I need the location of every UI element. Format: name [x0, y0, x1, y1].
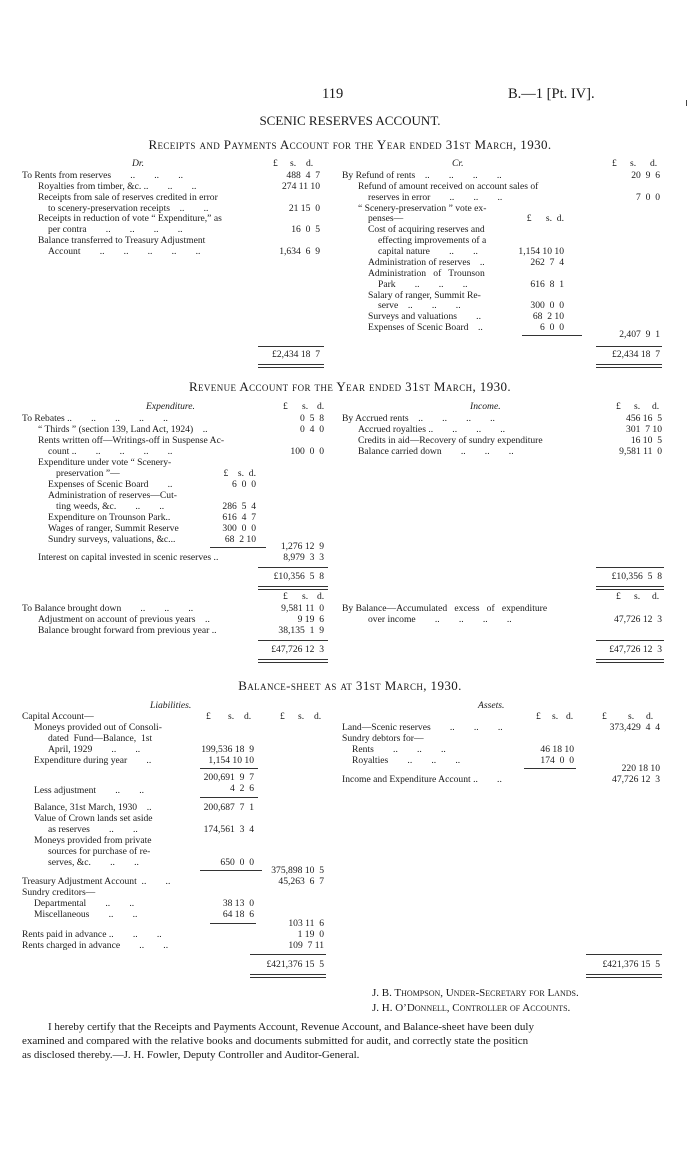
bs-left-line: as reserves .. ..	[48, 824, 138, 835]
rp-left-line: Royalties from timber, &c. .. .. ..	[38, 181, 197, 192]
rp-right-line: capital nature .. ..	[378, 246, 478, 257]
rp-right-pound-header: £	[612, 158, 617, 169]
bs-left-line: Capital Account—	[22, 711, 94, 722]
rev-lower-right-line: over income .. .. .. ..	[368, 614, 512, 625]
page-title: SCENIC RESERVES ACCOUNT.	[259, 113, 441, 128]
bs-right-sub-shilling-header: s.	[552, 711, 559, 722]
bs-left-sub-amount: 4 2 6	[230, 783, 254, 794]
bs-left-line: Less adjustment .. ..	[34, 785, 145, 796]
bs-right-sub-pound-header: £	[536, 711, 541, 722]
rev-right-amount: 301 7 10	[626, 424, 662, 435]
rev-left-line: Expenditure under vote “ Scenery-	[38, 457, 172, 468]
rev-left-line: Sundry surveys, valuations, &c...	[48, 534, 176, 545]
bs-left-shilling-header: s.	[298, 711, 305, 722]
rp-right-sub-amount: 68 2 10	[532, 311, 564, 322]
bs-left-sub-pence-header: d.	[244, 711, 252, 722]
rev-right-double-rule	[596, 586, 664, 590]
bs-left-sub-amount: 199,536 18 9	[201, 744, 254, 755]
bs-left-line: Balance, 31st March, 1930 ..	[34, 802, 152, 813]
rp-right-line: Expenses of Scenic Board ..	[368, 322, 483, 333]
signature-under-secretary: J. B. Thompson, Under-Secretary for Lands.	[372, 987, 579, 999]
rp-left-line: To Rents from reserves .. .. ..	[22, 170, 184, 181]
rp-right-pence-header: d.	[650, 158, 658, 169]
bs-right-double-rule	[586, 974, 662, 978]
rev-lower-left-amount: 38,135 1 9	[278, 625, 324, 636]
signature-controller: J. H. O’Donnell, Controller of Accounts.	[372, 1002, 571, 1014]
rev-right-total-rule	[596, 567, 664, 568]
bs-left-line: dated Fund—Balance, 1st	[48, 733, 153, 744]
rev-right-line: Credits in aid—Recovery of sundry expenditure	[358, 435, 543, 446]
rp-left-pound-header: £	[273, 158, 278, 169]
certificate-line: as disclosed thereby.—J. H. Fowler, Deputy Controller and Auditor-General.	[22, 1049, 360, 1061]
rev-left-line: Rents written off—Writings-off in Suspense Ac-	[38, 435, 225, 446]
rev-lower-left-shilling-header: s.	[302, 591, 309, 602]
bs-creditors-line: Departmental .. ..	[34, 898, 135, 909]
rev-left-amount: 0 5 8	[300, 413, 324, 424]
bs-right-line: Income and Expenditure Account .. ..	[342, 774, 502, 785]
rp-right-subtotal: 2,407 9 1	[619, 329, 660, 340]
rev-left-total: £10,356 5 8	[273, 571, 324, 582]
bs-right-line: Land—Scenic reserves .. .. ..	[342, 722, 503, 733]
rp-cr-label: Cr.	[452, 158, 464, 169]
bs-left-line: sources for purchase of re-	[48, 846, 151, 857]
bs-left-line: Moneys provided out of Consoli-	[34, 722, 162, 733]
rp-right-sub-amount: 300 0 0	[530, 300, 564, 311]
rp-right-shilling-header: s.	[630, 158, 637, 169]
rev-left-line: Expenditure on Trounson Park..	[48, 512, 171, 523]
bs-right-sub-amount: 46 18 10	[540, 744, 574, 755]
rp-left-line: per contra .. .. .. ..	[48, 224, 183, 235]
bs-right-shilling-header: s.	[628, 711, 635, 722]
rev-lower-left-amount: 9 19 6	[297, 614, 324, 625]
rp-right-double-rule	[596, 364, 662, 368]
rev-lower-left-line: Adjustment on account of previous years ..	[38, 614, 210, 625]
rp-right-amount: 20 9 6	[631, 170, 660, 181]
rev-left-shilling-header: s.	[302, 401, 309, 412]
rev-vote-amount: 68 2 10	[224, 534, 256, 545]
bs-left-sub-pound-header: £	[206, 711, 211, 722]
bs-right-sub-pence-header: d.	[566, 711, 574, 722]
rp-right-line: Salary of ranger, Summit Re-	[368, 290, 481, 301]
bs-creditors-line: Sundry creditors—	[22, 887, 96, 898]
bs-left-total-rule	[250, 954, 326, 955]
bs-right-amount: 220 18 10	[621, 763, 660, 774]
rev-left-amount: 100 0 0	[290, 446, 324, 457]
rp-left-amount: 1,634 6 9	[279, 246, 320, 257]
rev-lower-left-total-rule	[258, 640, 328, 641]
bs-assets-label: Assets.	[478, 700, 505, 711]
bs-left-line: Moneys provided from private	[34, 835, 152, 846]
rp-right-line: effecting improvements of a	[378, 235, 487, 246]
rev-left-double-rule	[258, 586, 328, 590]
rev-vote-amount: 6 0 0	[232, 479, 256, 490]
certificate-line: I hereby certify that the Receipts and Payments Account, Revenue Account, and Balance-sheet have been duly	[48, 1021, 534, 1033]
bs-left-total: £421,376 15 5	[266, 959, 324, 970]
rev-vote-subheader: £ s. d.	[223, 468, 256, 479]
rp-left-shilling-header: s.	[290, 158, 297, 169]
rev-lower-left-total: £47,726 12 3	[271, 644, 324, 655]
rp-right-line: Administration of Trounson	[368, 268, 485, 279]
rev-right-amount: 456 16 5	[626, 413, 662, 424]
rp-left-pence-header: d.	[306, 158, 314, 169]
rev-lower-left-pound-header: £	[283, 591, 288, 602]
rev-lower-left-line: Balance brought forward from previous year ..	[38, 625, 217, 636]
rp-right-total: £2,434 18 7	[612, 349, 660, 360]
rp-left-amount: 274 11 10	[281, 181, 320, 192]
bs-right-line: Royalties .. .. ..	[352, 755, 461, 766]
rev-right-pound-header: £	[616, 401, 621, 412]
bs-left-line: Value of Crown lands set aside	[34, 813, 153, 824]
bs-left-double-rule	[250, 974, 326, 978]
bs-advance-line: Rents paid in advance .. .. ..	[22, 929, 162, 940]
bs-liabilities-label: Liabilities.	[150, 700, 192, 711]
rev-lower-right-shilling-header: s.	[634, 591, 641, 602]
bs-adjustment-rule	[200, 797, 258, 798]
rev-left-line: Wages of ranger, Summit Reserve	[48, 523, 179, 534]
rp-right-line: Administration of reserves ..	[368, 257, 485, 268]
rev-interest-line: Interest on capital invested in scenic reserves ..	[38, 552, 219, 563]
rev-right-shilling-header: s.	[634, 401, 641, 412]
document-reference: B.—1 [Pt. IV].	[508, 86, 595, 102]
rev-right-pence-header: d.	[652, 401, 660, 412]
rev-vote-amount: 616 4 7	[222, 512, 256, 523]
rev-right-line: Balance carried down .. .. ..	[358, 446, 514, 457]
rp-right-line: “ Scenery-preservation ” vote ex-	[358, 203, 487, 214]
rev-expenditure-label: Expenditure.	[146, 401, 195, 412]
rev-lower-right-total-rule	[596, 640, 664, 641]
bs-advance-amount: 109 7 11	[288, 940, 324, 951]
bs-left-line: Expenditure during year ..	[34, 755, 152, 766]
rev-left-line: Expenses of Scenic Board ..	[48, 479, 173, 490]
rp-left-line: Account .. .. .. .. ..	[48, 246, 201, 257]
rev-lower-left-double-rule	[258, 659, 328, 663]
rev-left-line: count .. .. .. .. ..	[48, 446, 173, 457]
balance-sheet-heading: Balance-sheet as at 31st March, 1930.	[238, 678, 462, 693]
bs-right-total-rule	[586, 954, 662, 955]
bs-right-amount: 373,429 4 4	[609, 722, 660, 733]
rev-left-pound-header: £	[283, 401, 288, 412]
rp-left-line: Receipts in reduction of vote “ Expenditure,” as	[38, 213, 222, 224]
bs-right-sub-amount: 174 0 0	[540, 755, 574, 766]
rev-interest-amount: 8,979 3 3	[283, 552, 324, 563]
rp-left-total-rule	[258, 346, 324, 347]
rp-right-line: Cost of acquiring reserves and	[368, 224, 485, 235]
rev-left-line: preservation ”—	[56, 468, 120, 479]
bs-left-sub-amount: 200,687 7 1	[203, 802, 254, 813]
rp-right-sub-amount: 1,154 10 10	[518, 246, 564, 257]
bs-right-pound-header: £	[602, 711, 607, 722]
bs-creditors-total: 103 11 6	[288, 918, 324, 929]
bs-left-sub-amount: 650 0 0	[220, 857, 254, 868]
rp-left-amount: 488 4 7	[286, 170, 320, 181]
rev-left-line: To Rebates .. .. .. .. ..	[22, 413, 168, 424]
bs-left-pence-header: d.	[314, 711, 322, 722]
rev-left-line: ting weeds, &c. .. ..	[56, 501, 165, 512]
rev-left-line: Administration of reserves—Cut-	[48, 490, 177, 501]
rev-lower-right-line: By Balance—Accumulated excess of expenditure	[342, 603, 548, 614]
rev-lower-left-pence-header: d.	[317, 591, 325, 602]
bs-capital-subtotal-rule	[200, 768, 258, 769]
rev-lower-right-pound-header: £	[616, 591, 621, 602]
rp-left-amount: 21 15 0	[288, 203, 320, 214]
rp-right-amount: 7 0 0	[636, 192, 660, 203]
rev-left-amount: 0 4 0	[300, 424, 324, 435]
rp-right-line: Park .. .. ..	[378, 279, 468, 290]
rev-right-line: By Accrued rents .. .. .. ..	[342, 413, 495, 424]
bs-left-sub-amount: 1,154 10 10	[208, 755, 254, 766]
rev-right-amount: 16 10 5	[630, 435, 662, 446]
rev-vote-amount: 286 5 4	[222, 501, 256, 512]
rev-lower-left-amount: 9,581 11 0	[281, 603, 324, 614]
rp-right-line: serve .. .. ..	[378, 300, 461, 311]
bs-creditors-line: Miscellaneous .. ..	[34, 909, 138, 920]
rp-dr-label: Dr.	[132, 158, 144, 169]
rev-lower-right-amount: 47,726 12 3	[614, 614, 662, 625]
rp-left-total: £2,434 18 7	[272, 349, 320, 360]
rp-right-total-rule	[596, 346, 662, 347]
rp-heading: Receipts and Payments Account for the Year ended 31st March, 1930.	[148, 137, 552, 152]
bs-right-line: Rents .. .. ..	[352, 744, 446, 755]
bs-left-line: April, 1929 .. ..	[48, 744, 141, 755]
bs-treasury-line: Treasury Adjustment Account .. ..	[22, 876, 171, 887]
rp-left-double-rule	[258, 364, 324, 368]
certificate-line: examined and compared with the relative books and documents submitted for audit, and correctly state the positicn	[22, 1035, 529, 1047]
rev-right-amount: 9,581 11 0	[619, 446, 662, 457]
rp-right-subheader: £ s. d.	[526, 213, 564, 224]
bs-left-sub-amount: 174,561 3 4	[203, 824, 254, 835]
rp-right-sub-amount: 262 7 4	[530, 257, 564, 268]
rev-lower-right-double-rule	[596, 659, 664, 663]
bs-right-pence-header: d.	[646, 711, 654, 722]
rp-right-line: reserves in error .. .. ..	[368, 192, 503, 203]
bs-left-line: serves, &c. .. ..	[48, 857, 139, 868]
rp-right-line: penses—	[368, 213, 404, 224]
rev-right-line: Accrued royalties .. .. .. ..	[358, 424, 506, 435]
bs-advance-line: Rents charged in advance .. ..	[22, 940, 169, 951]
rev-left-line: “ Thirds ” (section 139, Land Act, 1924) ..	[38, 424, 208, 435]
bs-right-amount: 47,726 12 3	[612, 774, 660, 785]
rp-right-line: Refund of amount received on account sales of	[358, 181, 539, 192]
rev-left-total-rule	[258, 567, 328, 568]
rev-left-pence-header: d.	[317, 401, 325, 412]
rev-lower-right-pence-header: d.	[652, 591, 660, 602]
bs-debtors-rule	[524, 768, 576, 769]
rp-right-sub-amount: 616 8 1	[530, 279, 564, 290]
rp-left-line: Receipts from sale of reserves credited in error	[38, 192, 218, 203]
bs-capital-total: 375,898 10 5	[271, 865, 324, 876]
rev-vote-amount: 300 0 0	[222, 523, 256, 534]
page-number: 119	[322, 86, 344, 102]
bs-right-total: £421,376 15 5	[602, 959, 660, 970]
rev-right-total: £10,356 5 8	[611, 571, 662, 582]
bs-creditors-amount: 38 13 0	[222, 898, 254, 909]
bs-right-line: Sundry debtors for—	[342, 733, 424, 744]
rp-subtotal-rule	[522, 335, 582, 336]
rp-right-line: By Refund of rents .. .. .. ..	[342, 170, 502, 181]
rev-lower-left-line: To Balance brought down .. .. ..	[22, 603, 194, 614]
bs-advance-amount: 1 19 0	[297, 929, 324, 940]
revenue-heading: Revenue Account for the Year ended 31st March, 1930.	[188, 379, 512, 394]
rev-vote-total: 1,276 12 9	[280, 541, 324, 552]
rp-right-line: Surveys and valuations ..	[368, 311, 481, 322]
bs-treasury-amount: 45,263 6 7	[278, 876, 324, 887]
rp-left-line: Balance transferred to Treasury Adjustment	[38, 235, 206, 246]
rp-right-sub-amount: 6 0 0	[540, 322, 564, 333]
bs-left-sub-amount: 200,691 9 7	[203, 772, 254, 783]
rp-left-line: to scenery-preservation receipts .. ..	[48, 203, 209, 214]
bs-left-pound-header: £	[280, 711, 285, 722]
bs-left-sub-shilling-header: s.	[228, 711, 235, 722]
bs-creditors-amount: 64 18 6	[222, 909, 254, 920]
rev-income-label: Income.	[470, 401, 501, 412]
margin-mark	[686, 100, 687, 106]
rp-left-amount: 16 0 5	[291, 224, 320, 235]
rev-lower-right-total: £47,726 12 3	[609, 644, 662, 655]
